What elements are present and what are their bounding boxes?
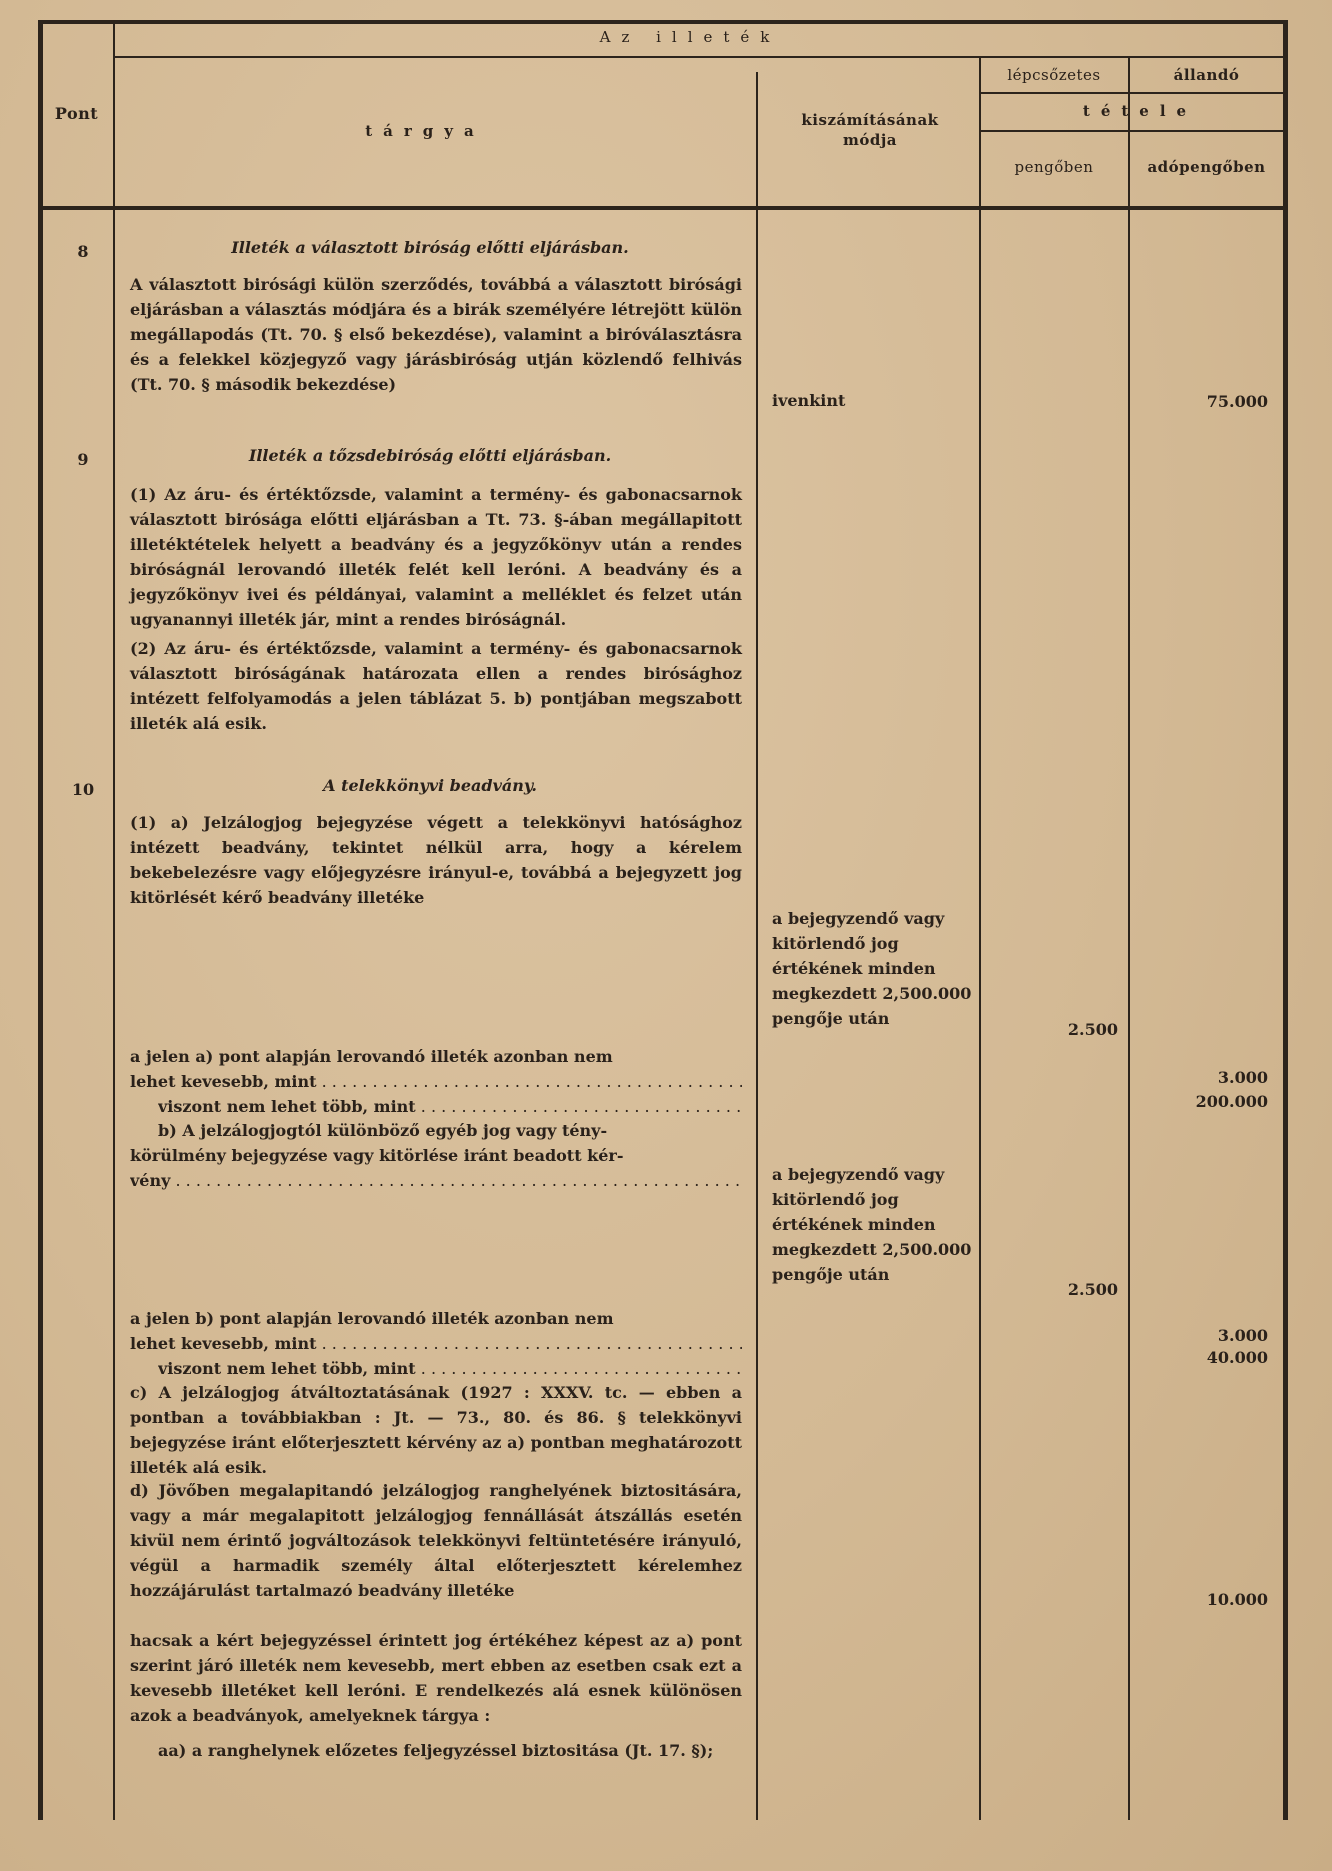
row-10-b-line-3-label: vény bbox=[130, 1171, 171, 1190]
row-10-a-min-line-2 bbox=[130, 1069, 742, 1094]
row-10-a-min-line-1: a jelen a) pont alapján lerovandó illeték azonban nem bbox=[130, 1047, 613, 1066]
row-10-c-text: c) A jelzálogjog átváltoztatásának (1927 : XXXV. tc. — ebben a pontban a továbbiakban : Jt. — 73., 80. és 86. § telekkönyvi bejegyzése iránt előterjesztett kérvény az a) pontban meghatározott illeték alá esik. bbox=[130, 1383, 742, 1477]
row-8-pont: 8 bbox=[77, 242, 89, 261]
row-10-pont: 10 bbox=[71, 780, 95, 799]
row-10-d-value: 10.000 bbox=[1206, 1590, 1268, 1609]
row-10-heading: A telekkönyvi beadvány. bbox=[323, 776, 537, 795]
row-10-b-min-label: lehet kevesebb, mint bbox=[130, 1334, 317, 1353]
row-10-b-max-label: viszont nem lehet több, mint bbox=[158, 1359, 416, 1378]
row-10-a-lepcso: 2.500 bbox=[1067, 1020, 1118, 1039]
row-10-b-min-line-2 bbox=[130, 1331, 742, 1356]
row-8-modja: ivenkint bbox=[772, 391, 846, 410]
row-9-para-2: (2) Az áru- és értéktőzsde, valamint a termény- és gabonacsarnok választott biróságának határozata ellen a rendes birósághoz intézett felfolyamodás a jelen táblázat 5. b) pontjában megszabott illeték alá esik. bbox=[130, 639, 742, 733]
row-10-b-modja: a bejegyzendő vagy kitörlendő jog értékének minden megkezdett 2,500.000 pengője után bbox=[772, 1165, 972, 1284]
row-8-heading: Illeték a választott biróság előtti eljárásban. bbox=[231, 238, 629, 257]
column-divider-pont bbox=[113, 20, 115, 1820]
row-10-a-min-value: 3.000 bbox=[1217, 1068, 1268, 1087]
header-lepcsozetes: lépcsőzetes bbox=[1007, 66, 1101, 84]
row-10-b-line-1: b) A jelzálogjogtól különböző egyéb jog vagy tény- bbox=[158, 1121, 608, 1140]
header-rule-illetek bbox=[113, 56, 1285, 58]
row-10-a-modja: a bejegyzendő vagy kitörlendő jog értékének minden megkezdett 2,500.000 pengője után bbox=[772, 909, 972, 1028]
row-10-a-text: (1) a) Jelzálogjog bejegyzése végett a telekkönyvi hatósághoz intézett beadvány, tekintet nélkül arra, hogy a kérelem bekebelezésre vagy előjegyzésre irányul-e, továbbá a bejegyzett jog kitörlését kérő beadvány illetéke bbox=[130, 813, 742, 907]
header-targya: tárgya bbox=[365, 122, 485, 140]
row-10-b-max-value: 40.000 bbox=[1206, 1348, 1268, 1367]
row-9-pont: 9 bbox=[77, 450, 89, 469]
header-kiszamitas: kiszámításának módja bbox=[801, 111, 939, 149]
row-10-d-continuation: hacsak a kért bejegyzéssel érintett jog értékéhez képest az a) pont szerint járó illeték nem kevesebb, mert ebben az esetben csak ezt a kevesebb illetéket kell leróni. E rendelkezés alá esnek különösen azok a beadványok, amelyeknek tárgya : bbox=[130, 1631, 742, 1725]
row-10-a-max-label: viszont nem lehet több, mint bbox=[158, 1097, 416, 1116]
header-rule-lepcso bbox=[979, 92, 1285, 94]
row-10-b-min-line-1: a jelen b) pont alapján lerovandó illeték azonban nem bbox=[130, 1309, 614, 1328]
row-10-a-max-line bbox=[158, 1094, 742, 1119]
header-bottom-rule bbox=[38, 206, 1288, 210]
row-9-para-1: (1) Az áru- és értéktőzsde, valamint a termény- és gabonacsarnok választott birósága előtti eljárásban a Tt. 73. §-ában megállapitott illetéktételek helyett a beadvány és a jegyzőkönyv után a rendes biróságnál lerovandó illeték felét kell leróni. A beadvány és a jegyzőkönyv ivei és példányai, valamint a melléklet és felzet után ugyanannyi illeték jár, mint a rendes biróságnál. bbox=[130, 485, 742, 629]
row-10-a-min-label: lehet kevesebb, mint bbox=[130, 1072, 317, 1091]
header-pont: Pont bbox=[54, 104, 99, 123]
header-tetele: tétele bbox=[1082, 102, 1198, 120]
header-illetek: Az illeték bbox=[599, 28, 781, 46]
row-10-b-line-2: körülmény bejegyzése vagy kitörlése iránt beadott kér- bbox=[130, 1146, 624, 1165]
row-10-d-text: d) Jövőben megalapitandó jelzálogjog ranghelyének biztositására, vagy a már megalapitott jelzálogjog fennállását átszállás esetén kivül nem érintő jogváltozások telekkönyvi feltüntetésére irányuló, végül a harmadik személy által előterjesztett kérelemhez hozzájárulást tartalmazó beadvány illetéke bbox=[130, 1481, 742, 1600]
header-adopengoben: adópengőben bbox=[1147, 158, 1266, 176]
row-9-heading: Illeték a tőzsdebiróság előtti eljárásban. bbox=[248, 446, 612, 465]
header-allando: állandó bbox=[1173, 66, 1240, 84]
column-divider-pengo bbox=[1128, 58, 1130, 1820]
row-8-text: A választott birósági külön szerződés, továbbá a választott birósági eljárásban a választás módjára és a birák személyére létrejött külön megállapodás (Tt. 70. § első bekezdése), valamint a biróválasztásra és a felekkel közjegyző vagy járásbiróság utján közlendő felhivás (Tt. 70. § második bekezdése) bbox=[130, 275, 742, 394]
row-10-a-max-value: 200.000 bbox=[1195, 1092, 1268, 1111]
frame-top-border bbox=[38, 20, 1288, 24]
row-10-b-line-3 bbox=[130, 1168, 742, 1193]
header-rule-tetele bbox=[979, 130, 1285, 132]
row-8-allando: 75.000 bbox=[1206, 392, 1268, 411]
row-10-aa-text: aa) a ranghelynek előzetes feljegyzéssel biztositása (Jt. 17. §); bbox=[158, 1741, 714, 1760]
column-divider-targya bbox=[756, 72, 758, 1820]
frame-left-border bbox=[38, 20, 43, 1820]
header-pengoben: pengőben bbox=[1014, 158, 1094, 176]
frame-right-border bbox=[1283, 20, 1288, 1820]
row-10-b-lepcso: 2.500 bbox=[1067, 1280, 1118, 1299]
row-10-b-max-line bbox=[158, 1356, 742, 1381]
row-10-b-min-value: 3.000 bbox=[1217, 1326, 1268, 1345]
